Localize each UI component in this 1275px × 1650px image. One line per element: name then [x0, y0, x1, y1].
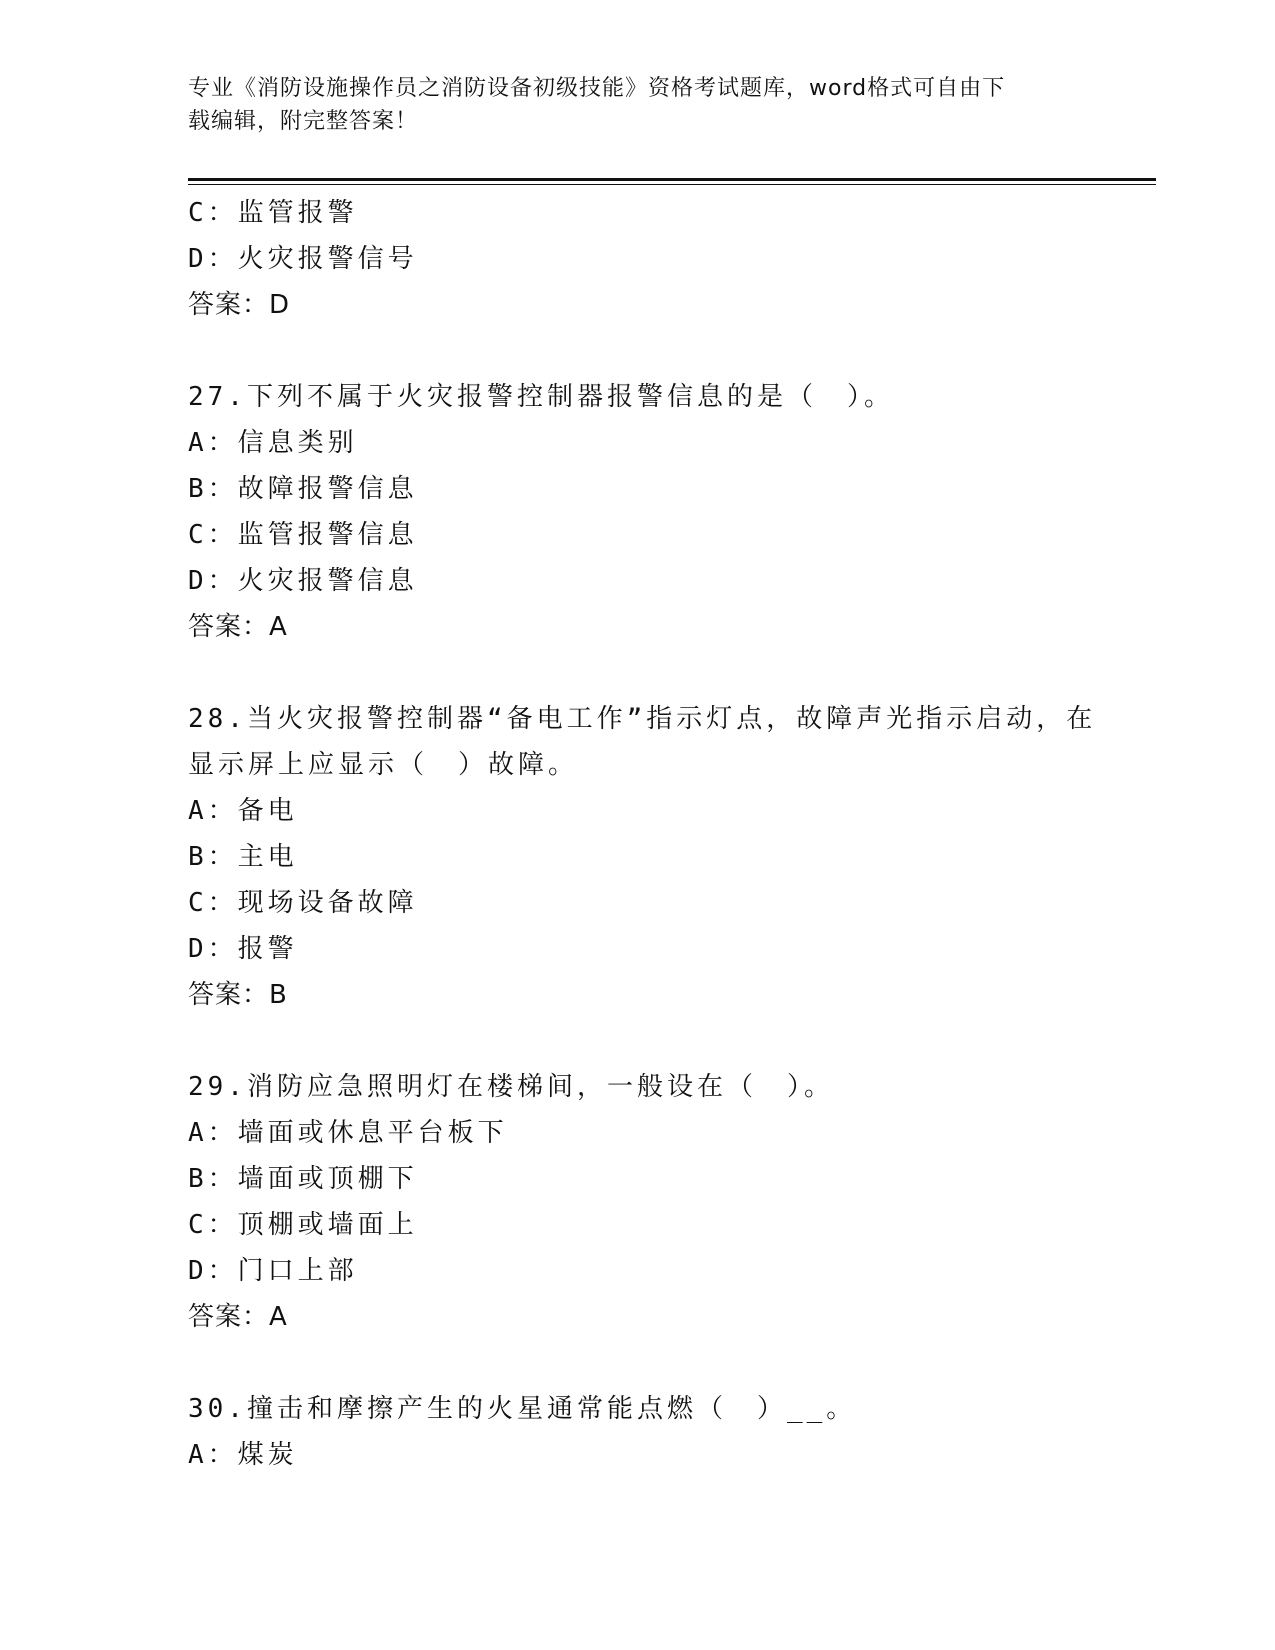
- option-d: D：火灾报警信息: [188, 566, 418, 596]
- answer: 答案：D: [188, 290, 291, 320]
- option-a: A：信息类别: [188, 428, 358, 458]
- option-b: B：故障报警信息: [188, 474, 418, 504]
- spacer: [188, 328, 1088, 374]
- option-c: C：监管报警: [188, 198, 358, 228]
- answer: 答案：A: [188, 612, 288, 642]
- header-divider-thick: [188, 178, 1156, 181]
- option-d: D：火灾报警信号: [188, 244, 418, 274]
- option-d: D：报警: [188, 934, 298, 964]
- question-text: 30.撞击和摩擦产生的火星通常能点燃（ ）__。: [188, 1394, 857, 1424]
- spacer: [188, 1018, 1088, 1064]
- question-text: 27.下列不属于火灾报警控制器报警信息的是（ ）。: [188, 382, 894, 412]
- option-c: C：现场设备故障: [188, 888, 418, 918]
- option-a: A：煤炭: [188, 1440, 298, 1470]
- question-text-line-1: 28.当火灾报警控制器“备电工作”指示灯点，故障声光指示启动，在: [188, 704, 1097, 734]
- answer: 答案：A: [188, 1302, 288, 1332]
- question-text: 29.消防应急照明灯在楼梯间，一般设在（ ）。: [188, 1072, 834, 1102]
- option-a: A：备电: [188, 796, 298, 826]
- option-b: B：主电: [188, 842, 298, 872]
- spacer: [188, 1340, 1088, 1386]
- answer: 答案：B: [188, 980, 288, 1010]
- option-c: C：顶棚或墙面上: [188, 1210, 418, 1240]
- spacer: [188, 650, 1088, 696]
- question-text-line-2: 显示屏上应显示（ ）故障。: [188, 750, 579, 780]
- question-30: [188, 1386, 1088, 1478]
- option-d: D：门口上部: [188, 1256, 358, 1286]
- question-28: [188, 696, 1097, 1018]
- header-line-2: 载编辑，附完整答案！: [188, 109, 419, 134]
- header-line-1: 专业《消防设施操作员之消防设备初级技能》资格考试题库，word格式可自由下: [188, 76, 1006, 101]
- question-27: [188, 374, 1088, 650]
- option-b: B：墙面或顶棚下: [188, 1164, 418, 1194]
- question-list: [188, 190, 1097, 1478]
- option-a: A：墙面或休息平台板下: [188, 1118, 508, 1148]
- question-29: [188, 1064, 1088, 1340]
- header-divider-thin: [188, 184, 1156, 185]
- option-c: C：监管报警信息: [188, 520, 418, 550]
- document-header: [188, 72, 1088, 138]
- previous-question-tail: [188, 190, 1088, 328]
